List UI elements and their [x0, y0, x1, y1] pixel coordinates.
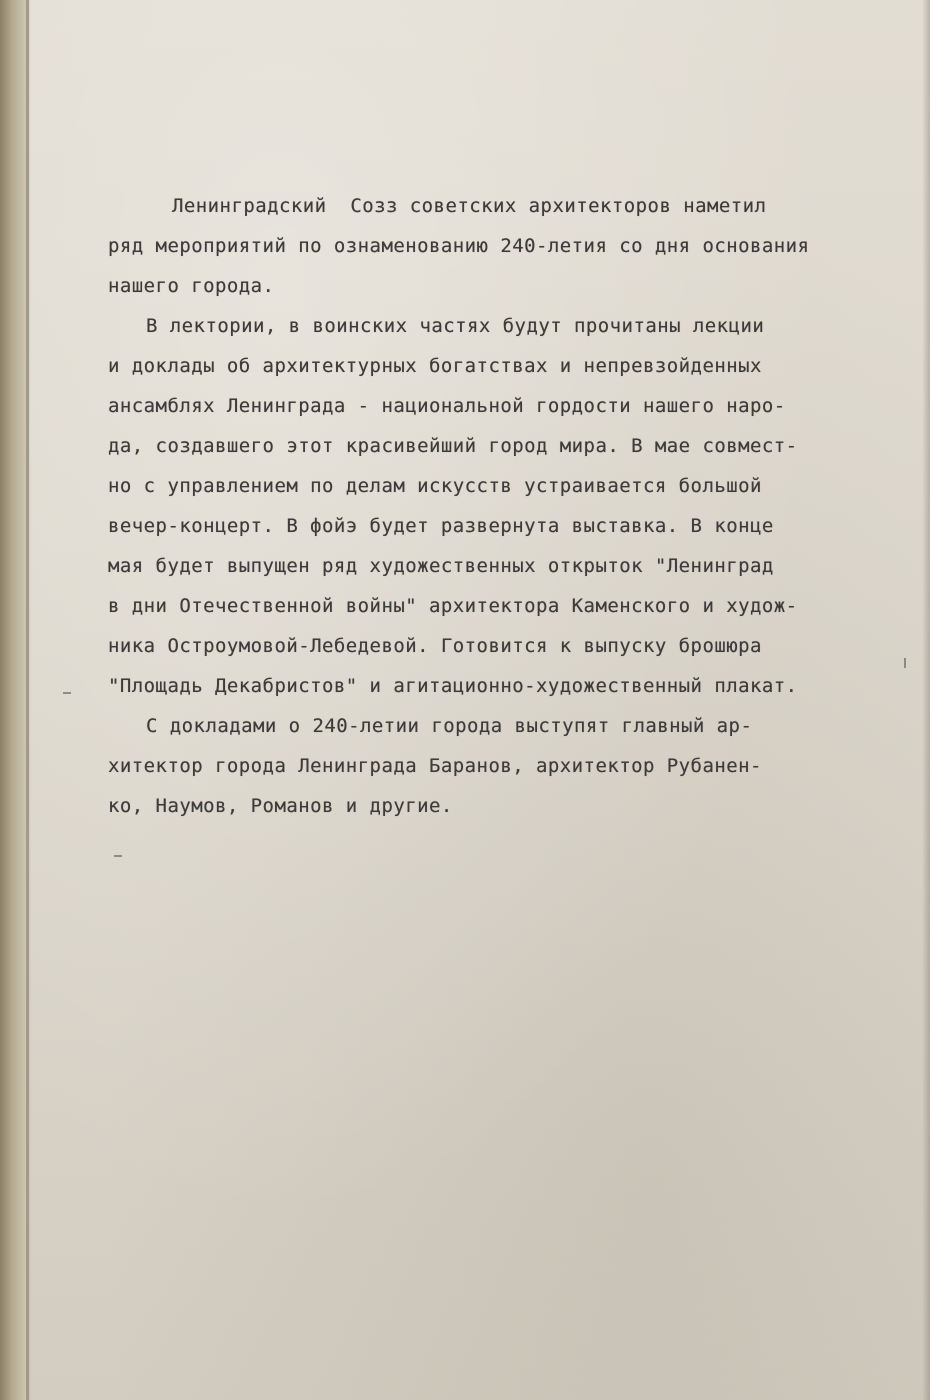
text-line: вечер-концерт. В фойэ будет развернута выставка. В конце	[108, 515, 774, 537]
text-line: в дни Отечественной войны" архитектора Каменского и худож-	[108, 595, 798, 617]
text-line: и доклады об архитектурных богатствах и непревзойденных	[108, 355, 762, 377]
margin-mark	[114, 855, 122, 857]
text-line: ряд мероприятий по ознаменованию 240-летия со дня основания	[108, 235, 810, 257]
text-line: С докладами о 240-летии города выступят главный ар-	[146, 715, 753, 737]
text-line: но с управлением по делам искусств устраивается большой	[108, 475, 762, 497]
text-line: ансамблях Ленинграда - национальной гордости нашего наро-	[108, 395, 786, 417]
text-line: ко, Наумов, Романов и другие.	[108, 795, 453, 817]
text-line: В лектории, в воинских частях будут прочитаны лекции	[146, 315, 765, 337]
typed-text-body	[100, 186, 915, 826]
text-line: нашего города.	[108, 275, 275, 297]
text-line: ника Остроумовой-Лебедевой. Готовится к выпуску брошюра	[108, 635, 762, 657]
text-line: Ленинградский Созз советских архитекторов наметил	[172, 195, 767, 217]
text-line: хитектор города Ленинграда Баранов, архитектор Рубанен-	[108, 755, 762, 777]
spine-edge	[26, 0, 29, 1400]
text-line: мая будет выпущен ряд художественных открыток "Ленинград	[108, 555, 774, 577]
sheet-right-edge	[922, 0, 930, 1400]
text-line: "Площадь Декабристов" и агитационно-художественный плакат.	[108, 675, 798, 697]
margin-mark	[63, 692, 71, 694]
folder-spine	[0, 0, 26, 1400]
text-line: да, создавшего этот красивейший город мира. В мае совмест-	[108, 435, 798, 457]
